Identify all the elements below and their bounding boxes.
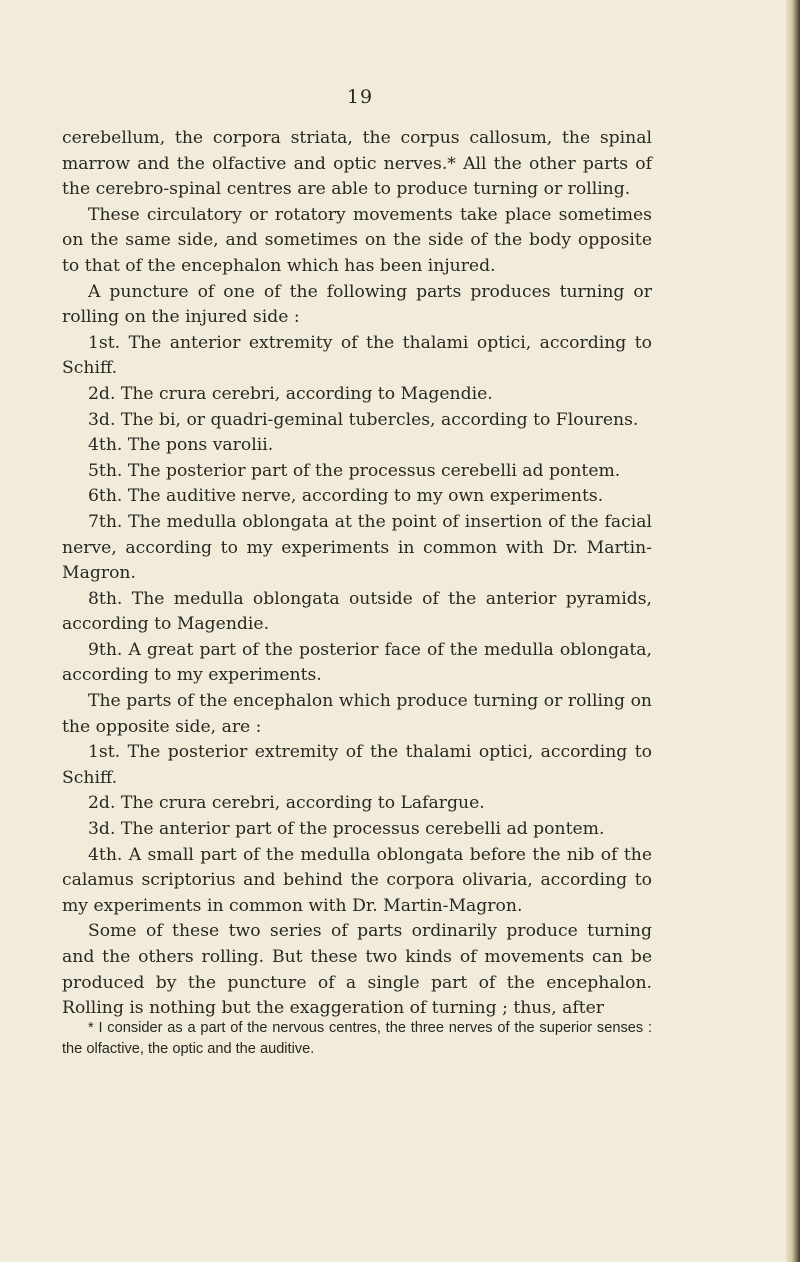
list-item: 5th. The posterior part of the processus cerebelli ad pontem. <box>88 460 621 481</box>
list-item: 3d. The anterior part of the processus cerebelli ad pontem. <box>88 819 605 840</box>
list-item: 1st. The anterior extremity of the thalami optici, according to Schiff. <box>62 332 652 379</box>
paragraph: cerebellum, the corpora striata, the corpus callosum, the spinal marrow and the olfactive and optic nerves.* All the other parts of the cerebro-spinal centres are able to produce turning or rolling. <box>62 128 652 200</box>
list-item: 8th. The medulla oblongata outside of the anterior pyramids, according to Magendie. <box>62 588 652 635</box>
list-item: 4th. The pons varolii. <box>88 435 274 456</box>
paragraph: Some of these two series of parts ordinarily produce turning and the others rolling. But these two kinds of movements can be produced by the puncture of a single part of the encephalon. Rolling is nothing but the exaggeration of turning ; thus, after <box>62 921 652 1019</box>
footnote: * I consider as a part of the nervous centres, the three nerves of the superior senses : the olfactive, the optic and the auditive. <box>62 1020 652 1057</box>
list-item: 6th. The auditive nerve, according to my own experiments. <box>88 486 604 507</box>
list-item: 3d. The bi, or quadri-geminal tubercles, according to Flourens. <box>88 409 639 430</box>
list-item: 2d. The crura cerebri, according to Lafargue. <box>88 793 485 814</box>
list-item: 4th. A small part of the medulla oblongata before the nib of the calamus scriptorius and behind the corpora olivaria, according to my experiments in common with Dr. Martin-Magron. <box>62 844 652 916</box>
paragraph: The parts of the encephalon which produce turning or rolling on the opposite side, are : <box>62 691 652 737</box>
list-item: 9th. A great part of the posterior face of the medulla oblongata, according to my experiments. <box>62 639 652 686</box>
list-item: 2d. The crura cerebri, according to Magendie. <box>88 383 493 404</box>
page-number: 19 <box>346 86 374 108</box>
paragraph: A puncture of one of the following parts produces turning or rolling on the injured side : <box>62 281 652 328</box>
list-item: 7th. The medulla oblongata at the point of insertion of the facial nerve, according to my experiments in common with Dr. Martin-Magron. <box>62 511 652 584</box>
page-edge-shadow <box>786 0 800 1262</box>
list-item: 1st. The posterior extremity of the thalami optici, according to Schiff. <box>62 742 652 788</box>
paragraph: These circulatory or rotatory movements take place sometimes on the same side, and sometimes on the side of the body opposite to that of the encephalon which has been injured. <box>62 204 652 276</box>
body-text <box>62 126 652 1022</box>
